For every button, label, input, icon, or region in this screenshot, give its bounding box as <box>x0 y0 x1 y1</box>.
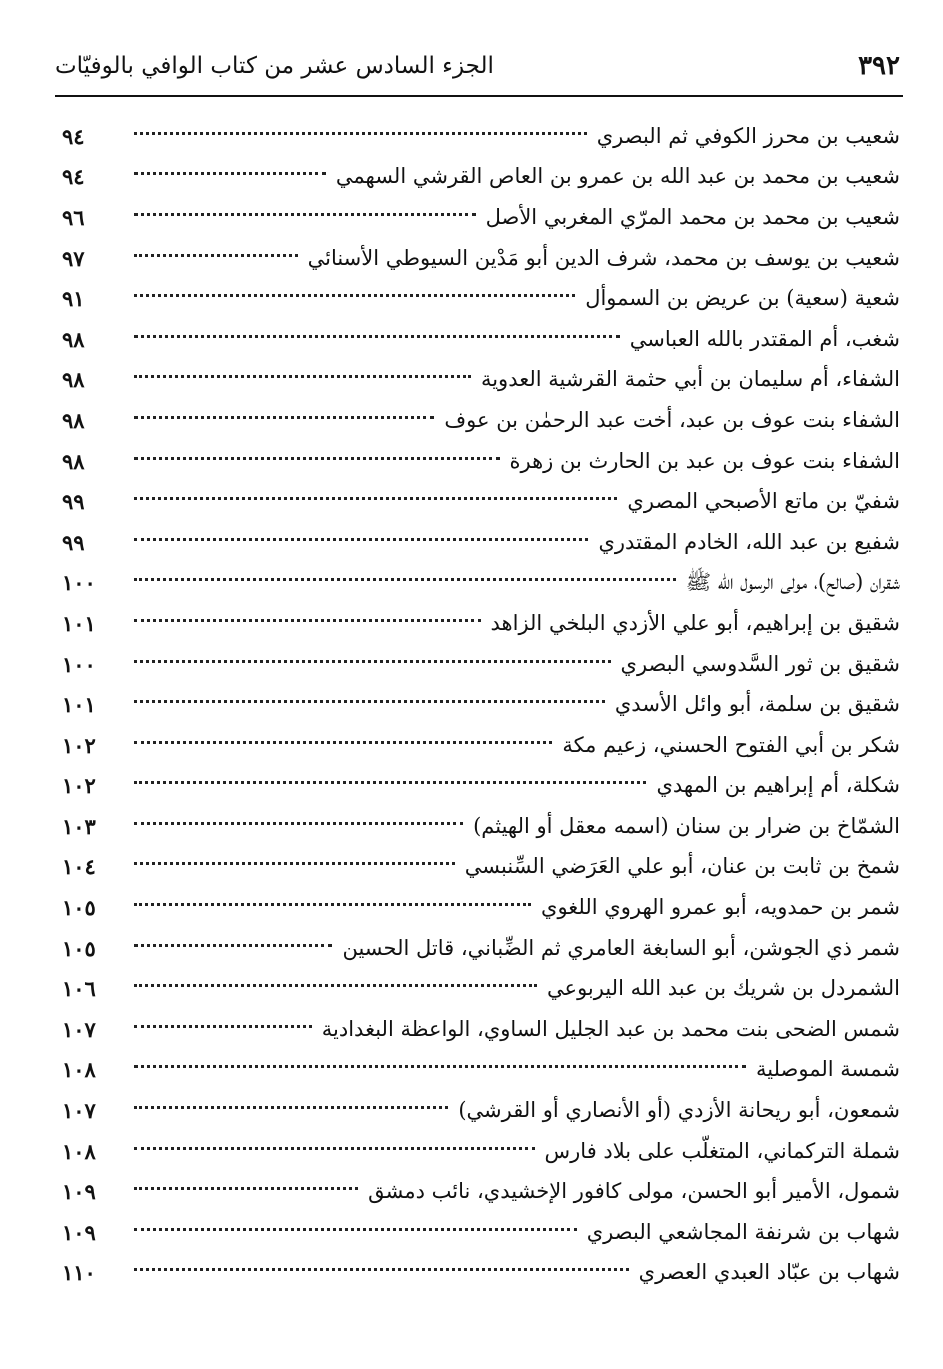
index-entry <box>62 968 900 1009</box>
entry-page-number: ١٠١ <box>62 610 96 636</box>
dot-leader <box>134 213 476 216</box>
entry-page-number: ١٠٧ <box>62 1098 96 1124</box>
dot-leader <box>134 862 455 865</box>
dot-leader <box>134 903 531 906</box>
index-entry <box>62 1050 900 1091</box>
entry-name: شعيب بن محرز الكوفي ثم البصري <box>596 123 900 148</box>
dot-leader <box>134 944 332 947</box>
entry-page-number: ٩٨ <box>62 326 85 352</box>
dot-leader <box>134 1025 312 1028</box>
entry-page-number: ٩٧ <box>62 245 85 271</box>
dot-leader <box>134 660 611 663</box>
index-entry <box>62 806 900 847</box>
entry-name: الشمّاخ بن ضرار بن سنان (اسمه معقل أو الهيثم) <box>473 813 900 838</box>
index-entry <box>62 847 900 888</box>
index-entry <box>62 563 900 604</box>
entry-page-number: ٩٤ <box>62 123 85 149</box>
dot-leader <box>134 375 471 378</box>
index-entry <box>62 238 900 279</box>
entry-page-number: ١٠٣ <box>62 813 96 839</box>
entry-name: شمسة الموصلية <box>755 1057 900 1082</box>
entry-name: شفيع بن عبد الله، الخادم المقتدري <box>598 529 900 554</box>
entry-name: شمعون، أبو ريحانة الأزدي (أو الأنصاري أو القرشي) <box>458 1098 900 1123</box>
entry-page-number: ٩٨ <box>62 367 85 393</box>
dot-leader <box>134 497 617 500</box>
entry-page-number: ١٠٧ <box>62 1016 96 1042</box>
dot-leader <box>134 619 481 622</box>
entry-name: شهاب بن شرنفة المجاشعي البصري <box>586 1219 900 1244</box>
index-entry <box>62 603 900 644</box>
entry-name: الشمردل بن شريك بن عبد الله اليربوعي <box>547 976 900 1001</box>
entry-name: الشفاء بنت عوف بن عبد بن الحارث بن زهرة <box>509 448 900 473</box>
dot-leader <box>134 1065 746 1068</box>
dot-leader <box>134 984 537 987</box>
entry-name: شمر بن حمدويه، أبو عمرو الهروي اللغوي <box>541 895 900 920</box>
index-entry <box>62 157 900 198</box>
entry-page-number: ١٠١ <box>62 692 96 718</box>
entry-page-number: ١٠٠ <box>62 570 96 596</box>
entry-name: الشفاء، أم سليمان بن أبي حثمة القرشية العدوية <box>480 367 900 392</box>
entry-page-number: ٩١ <box>62 286 85 312</box>
dot-leader <box>134 1147 535 1150</box>
entry-name: الشفاء بنت عوف بن عبد، أخت عبد الرحمٰن بن عوف <box>444 407 900 432</box>
entry-name: شفيّ بن ماتع الأصبحي المصري <box>627 489 900 514</box>
page-number: ٣٩٢ <box>858 51 900 81</box>
index-entry <box>62 319 900 360</box>
entry-name: شكر بن أبي الفتوح الحسني، زعيم مكة <box>562 732 900 757</box>
index-entry <box>62 441 900 482</box>
index-entry <box>62 928 900 969</box>
index-entry <box>62 360 900 401</box>
index-entry <box>62 481 900 522</box>
dot-leader <box>134 416 434 419</box>
dot-leader <box>134 822 463 825</box>
dot-leader <box>134 781 646 784</box>
entry-name: شمخ بن ثابت بن عنان، أبو علي العَرَضي السِّنبسي <box>464 854 900 879</box>
dot-leader <box>134 700 605 703</box>
index-entry <box>62 400 900 441</box>
index-list <box>62 116 900 1293</box>
entry-page-number: ١٠٢ <box>62 732 96 758</box>
dot-leader <box>134 538 588 541</box>
entry-page-number: ١٠٩ <box>62 1219 96 1245</box>
entry-page-number: ١٠٨ <box>62 1057 96 1083</box>
entry-page-number: ١٠٥ <box>62 895 96 921</box>
dot-leader <box>134 741 552 744</box>
dot-leader <box>134 1268 629 1271</box>
entry-page-number: ١٠٠ <box>62 651 96 677</box>
dot-leader <box>134 172 326 175</box>
running-head: الجزء السادس عشر من كتاب الوافي بالوفيّات <box>55 53 494 79</box>
entry-page-number: ٩٨ <box>62 407 85 433</box>
index-entry <box>62 684 900 725</box>
index-entry <box>62 1253 900 1294</box>
dot-leader <box>134 1106 448 1109</box>
entry-page-number: ١٠٩ <box>62 1179 96 1205</box>
entry-name: شقيق بن ثور السَّدوسي البصري <box>620 651 900 676</box>
entry-name: شملة التركماني، المتغلّب على بلاد فارس <box>544 1138 900 1163</box>
dot-leader <box>134 132 587 135</box>
entry-name: شقيق بن سلمة، أبو وائل الأسدي <box>614 692 900 717</box>
entry-name: شغب، أم المقتدر بالله العباسي <box>629 326 900 351</box>
entry-name: شمر ذي الجوشن، أبو السابغة العامري ثم الضِّباني، قاتل الحسين <box>342 935 900 960</box>
entry-page-number: ١١٠ <box>62 1260 96 1286</box>
dot-leader <box>134 1187 358 1190</box>
index-entry <box>62 522 900 563</box>
entry-name: شعية (سعية) بن عريض بن السموأل <box>585 286 900 311</box>
entry-page-number: ١٠٢ <box>62 773 96 799</box>
entry-name: شمس الضحى بنت محمد بن عبد الجليل الساوي، الواعظة البغدادية <box>321 1016 900 1041</box>
index-entry <box>62 278 900 319</box>
entry-page-number: ١٠٥ <box>62 935 96 961</box>
entry-page-number: ١٠٤ <box>62 854 96 880</box>
index-entry <box>62 1090 900 1131</box>
entry-name: شمول، الأمير أبو الحسن، مولى كافور الإخشيدي، نائب دمشق <box>368 1179 900 1204</box>
entry-page-number: ١٠٨ <box>62 1138 96 1164</box>
entry-name: شهاب بن عبّاد العبدي العصري <box>638 1260 900 1285</box>
index-entry <box>62 1009 900 1050</box>
entry-page-number: ٩٩ <box>62 489 85 515</box>
header-rule <box>55 95 903 97</box>
index-entry <box>62 887 900 928</box>
index-entry <box>62 1212 900 1253</box>
index-entry <box>62 197 900 238</box>
index-entry <box>62 766 900 807</box>
index-entry <box>62 644 900 685</box>
entry-name: شكلة، أم إبراهيم بن المهدي <box>656 773 900 798</box>
entry-name: شعيب بن يوسف بن محمد، شرف الدين أبو مَدْين السيوطي الأسنائي <box>307 245 900 270</box>
entry-name: شقيق بن إبراهيم، أبو علي الأزدي البلخي الزاهد <box>490 610 900 635</box>
dot-leader <box>134 254 298 257</box>
entry-page-number: ١٠٦ <box>62 976 96 1002</box>
dot-leader <box>134 294 575 297</box>
index-entry <box>62 725 900 766</box>
entry-name: شعيب بن محمد بن محمد المرّي المغربي الأصل <box>485 204 900 229</box>
entry-page-number: ٩٦ <box>62 204 85 230</box>
dot-leader <box>134 457 500 460</box>
index-entry <box>62 116 900 157</box>
dot-leader <box>134 578 676 581</box>
entry-page-number: ٩٤ <box>62 164 85 190</box>
dot-leader <box>134 335 620 338</box>
entry-page-number: ٩٨ <box>62 448 85 474</box>
dot-leader <box>134 1228 577 1231</box>
entry-page-number: ٩٩ <box>62 529 85 555</box>
index-entry <box>62 1171 900 1212</box>
entry-name: شقران (صالح)، مولى الرسول الله ﷺ <box>685 570 900 595</box>
page-header <box>55 40 900 92</box>
index-entry <box>62 1131 900 1172</box>
entry-name: شعيب بن محمد بن عبد الله بن عمرو بن العاص القرشي السهمي <box>335 164 900 189</box>
